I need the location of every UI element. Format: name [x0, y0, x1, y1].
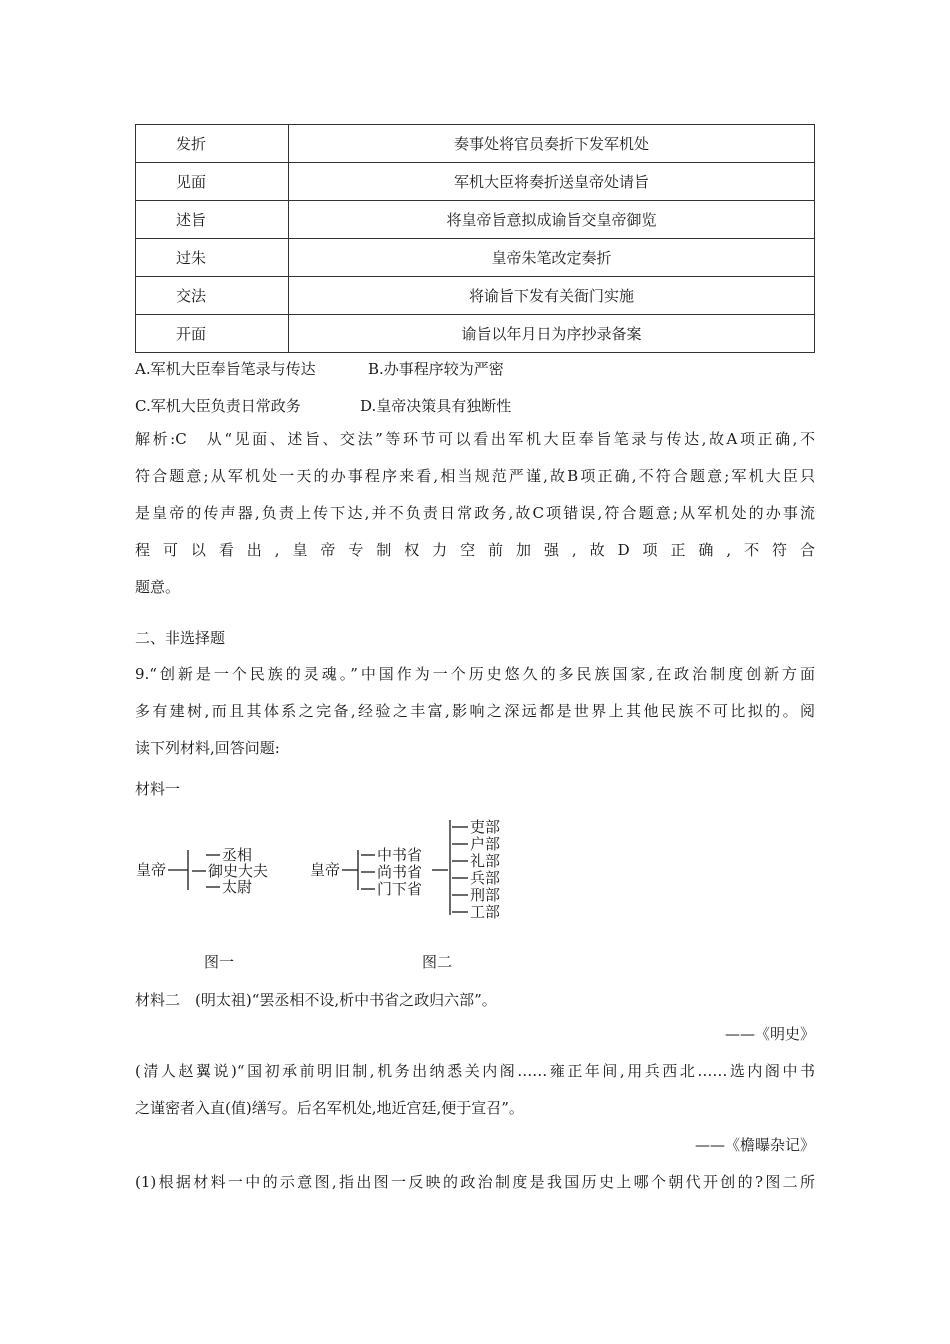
fig1-root: 皇帝: [136, 861, 167, 879]
material-2-text: 材料二 (明太祖)“罢丞相不设,析中书省之政归六部”。: [135, 991, 497, 1009]
question-line: 读下列材料,回答问题:: [135, 739, 280, 757]
question-9: [135, 656, 815, 767]
fig2-branch-label: 中书省: [377, 846, 423, 864]
option-b: B.办事程序较为严密: [368, 360, 504, 378]
fig2-ministry: 户部: [470, 835, 501, 853]
step-name: 发折: [136, 125, 289, 163]
section-title: 二、非选择题: [135, 629, 226, 647]
step-name: 开面: [136, 315, 289, 353]
step-description: 皇帝朱笔改定奏折: [289, 239, 815, 277]
quote-line: 之谨密者入直(值)缮写。后名军机处,地近宫廷,便于宣召”。: [135, 1099, 524, 1117]
fig2-root: 皇帝: [310, 861, 341, 879]
step-description: 将皇帝旨意拟成谕旨交皇帝御览: [289, 201, 815, 239]
table-row: [136, 201, 815, 239]
step-name: 见面: [136, 163, 289, 201]
table-row: [136, 163, 815, 201]
question-line: 多有建树,而且其体系之完备,经验之丰富,影响之深远都是世界上其他民族不可比拟的。阅: [135, 702, 815, 720]
procedure-table: [135, 124, 815, 353]
step-description: 将谕旨下发有关衙门实施: [289, 277, 815, 315]
analysis-line: 符合题意;从军机处一天的办事程序来看,相当规范严谨,故B项正确,不符合题意;军机大臣只: [135, 467, 815, 485]
analysis-line: 解析:C 从“见面、述旨、交法”等环节可以看出军机大臣奉旨笔录与传达,故A项正确,不: [135, 430, 815, 448]
analysis-line: 程可以看出,皇帝专制权力空前加强,故D项正确,不符合: [135, 541, 815, 559]
material-1-label: 材料一: [135, 780, 181, 798]
table-row: [136, 239, 815, 277]
fig1-item: 丞相: [222, 846, 253, 864]
fig2-ministry: 兵部: [470, 869, 501, 887]
question-line: 9.“创新是一个民族的灵魂。”中国作为一个历史悠久的多民族国家,在政治制度创新方面: [135, 665, 815, 683]
source-yanpu-zaji: ——《檐曝杂记》: [694, 1136, 815, 1154]
fig2-ministry: 刑部: [470, 886, 501, 904]
fig1-item: 御史大夫: [208, 862, 269, 880]
fig2-branch-label: 门下省: [377, 880, 423, 898]
option-d: D.皇帝决策具有独断性: [360, 397, 512, 415]
fig2-ministry: 工部: [470, 903, 501, 920]
analysis-block: [135, 421, 815, 606]
table-row: [136, 315, 815, 353]
option-c: C.军机大臣负责日常政务: [135, 397, 301, 415]
step-name: 过朱: [136, 239, 289, 277]
government-structure-diagrams: [130, 810, 530, 920]
analysis-line: 题意。: [135, 578, 181, 596]
option-a: A.军机大臣奉旨笔录与传达: [135, 360, 316, 378]
fig2-ministry: 吏部: [470, 818, 501, 836]
step-description: 谕旨以年月日为序抄录备案: [289, 315, 815, 353]
step-description: 军机大臣将奏折送皇帝处请旨: [289, 163, 815, 201]
figure-2-caption: 图二: [422, 953, 453, 971]
fig2-ministry: 礼部: [470, 852, 501, 870]
fig1-item: 太尉: [222, 878, 253, 896]
question-1: (1)根据材料一中的示意图,指出图一反映的政治制度是我国历史上哪个朝代开创的?图二所: [135, 1173, 815, 1191]
material-2-quote: [135, 1053, 815, 1127]
fig2-branch-label: 尚书省: [377, 863, 423, 881]
table-row: [136, 277, 815, 315]
step-name: 交法: [136, 277, 289, 315]
table-row: [136, 125, 815, 163]
step-description: 奏事处将官员奏折下发军机处: [289, 125, 815, 163]
quote-line: (清人赵翼说)“国初承前明旧制,机务出纳悉关内阁……雍正年间,用兵西北……选内阁中书: [135, 1062, 815, 1080]
step-name: 述旨: [136, 201, 289, 239]
source-ming-history: ——《明史》: [724, 1025, 815, 1043]
analysis-line: 是皇帝的传声器,负责上传下达,并不负责日常政务,故C项错误,符合题意;从军机处的办事流: [135, 504, 815, 522]
figure-1-caption: 图一: [204, 953, 235, 971]
